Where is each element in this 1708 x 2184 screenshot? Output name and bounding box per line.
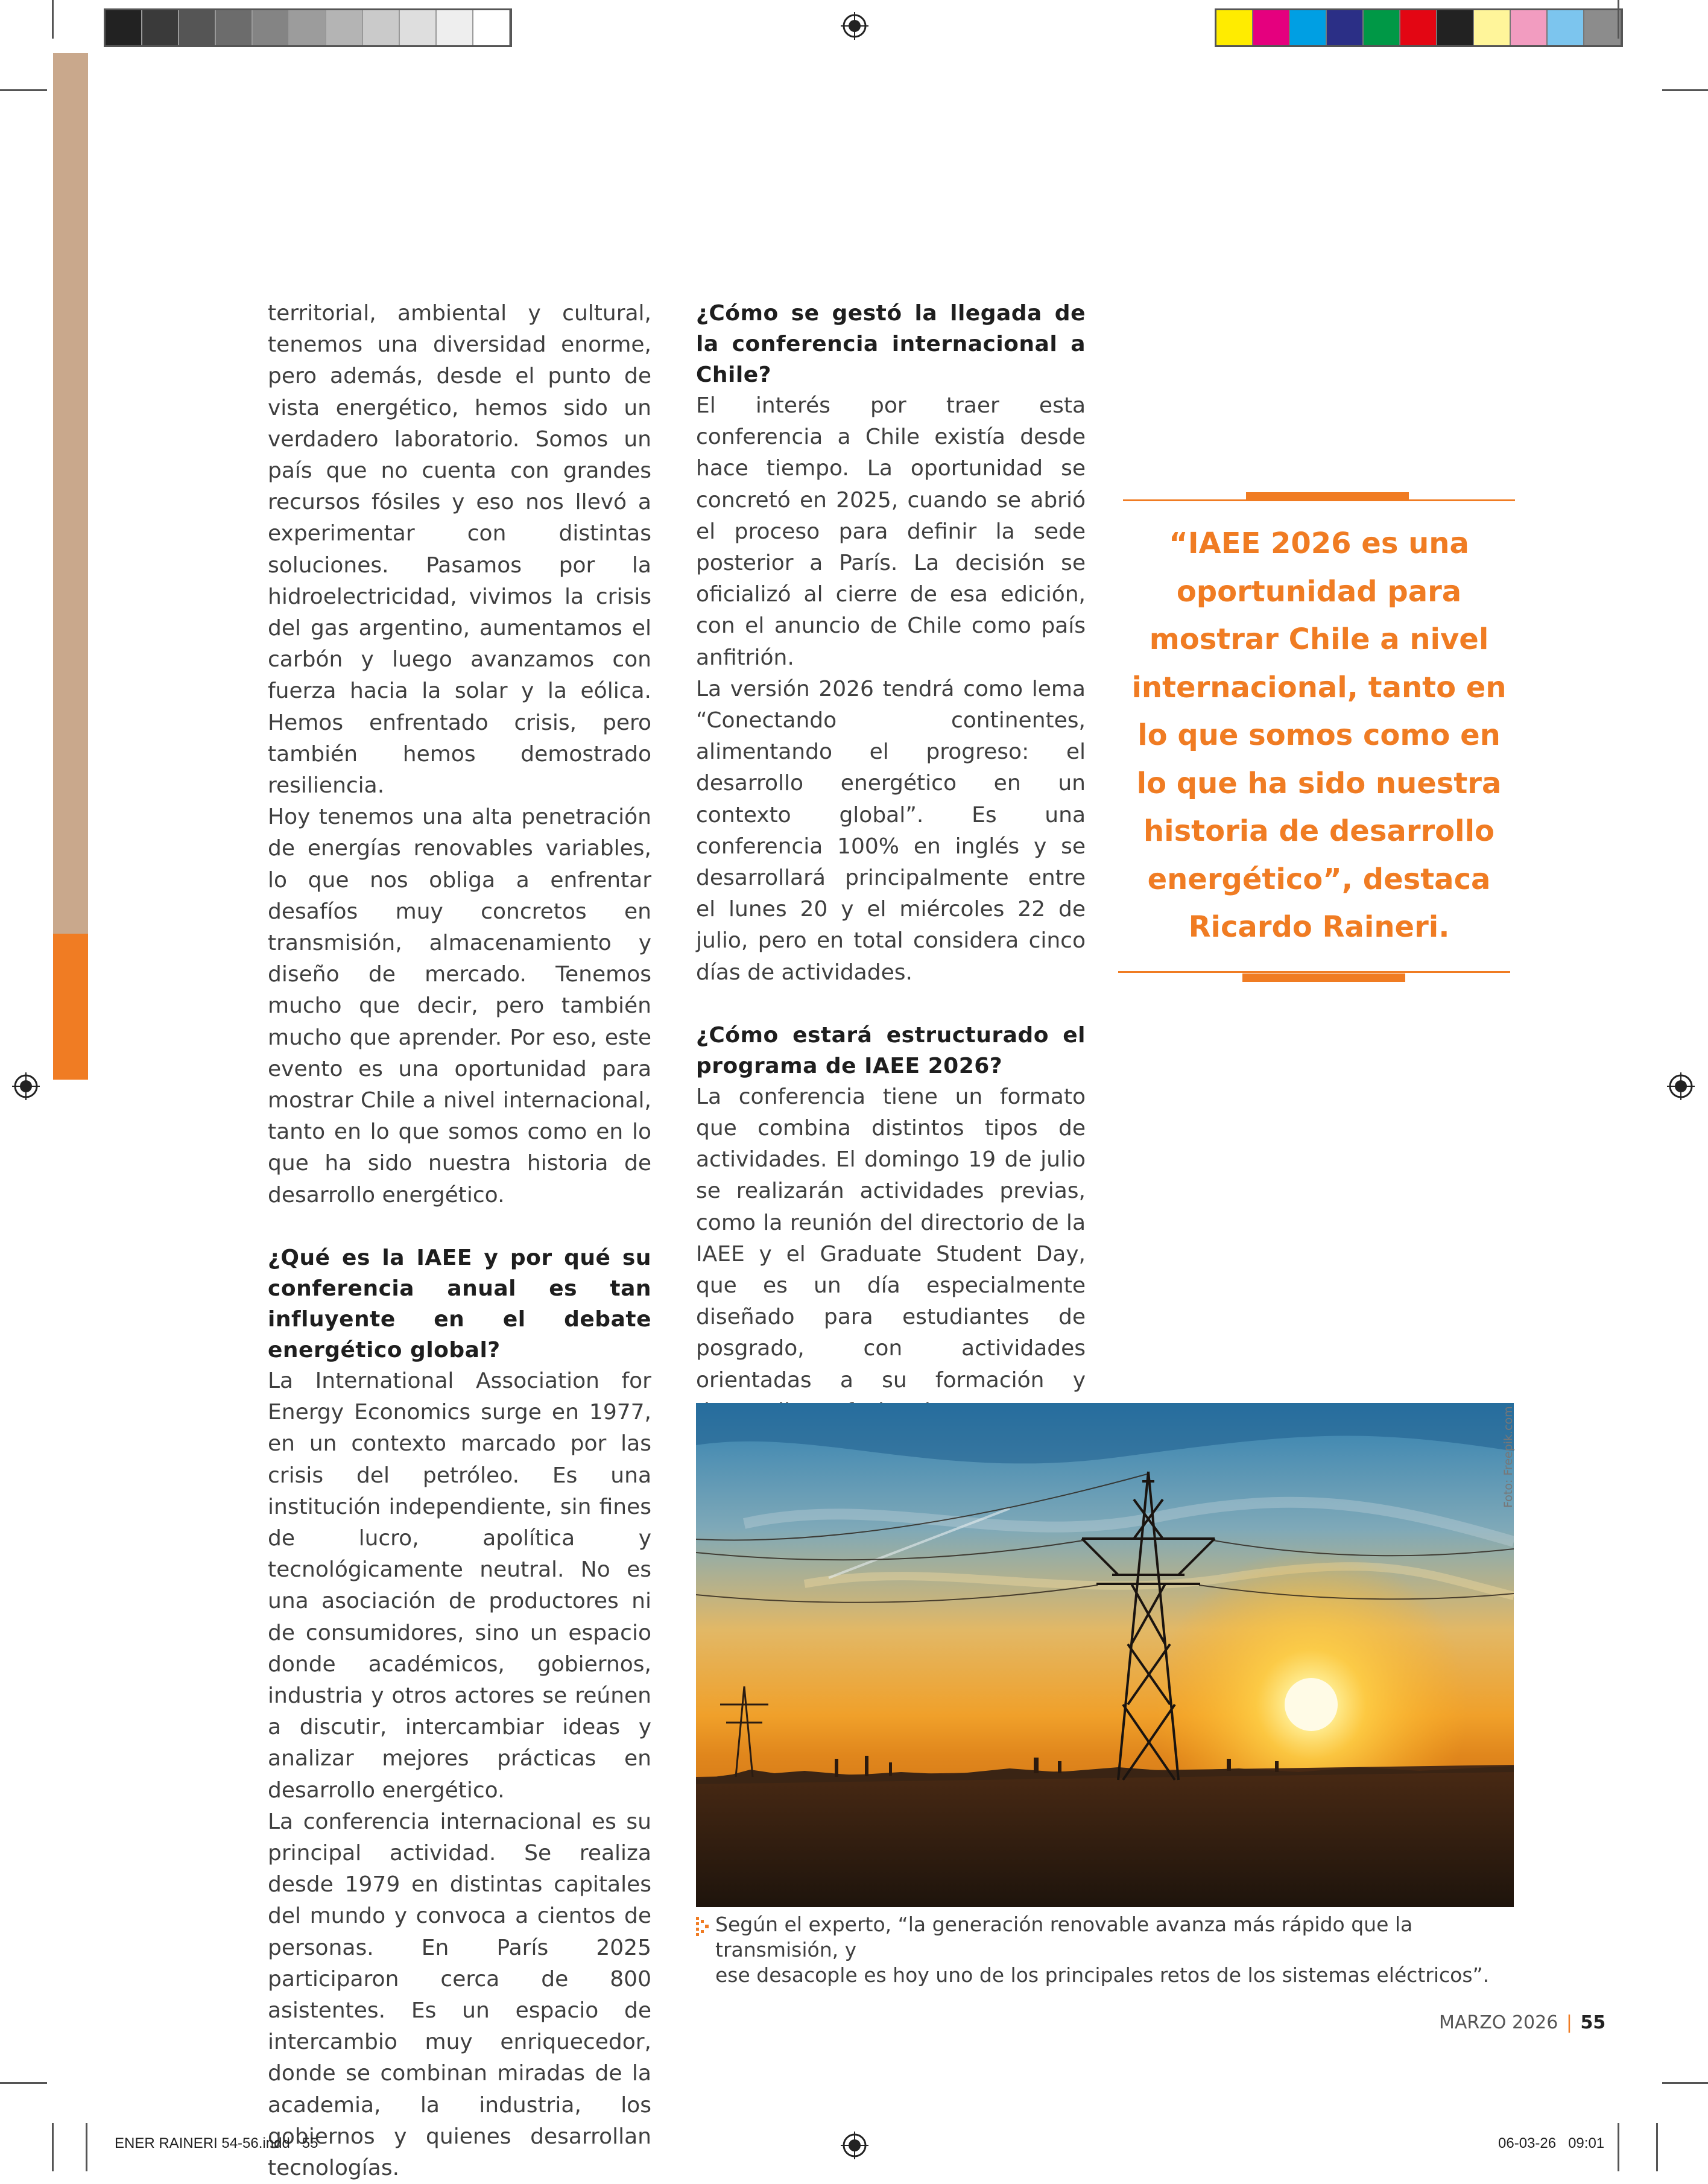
pull-quote-line: lo que somos como en bbox=[1137, 718, 1501, 752]
pull-quote-line: internacional, tanto en bbox=[1131, 670, 1507, 704]
registration-mark-icon bbox=[841, 2132, 868, 2159]
gray-swatch bbox=[253, 10, 289, 45]
gray-swatch bbox=[363, 10, 400, 45]
page-number: 55 bbox=[1580, 2012, 1606, 2033]
section-heading: ¿Cómo estará estructurado el programa de IAEE 2026? bbox=[696, 1022, 1086, 1078]
gray-swatch bbox=[216, 10, 253, 45]
color-swatch bbox=[1400, 10, 1437, 45]
pull-quote bbox=[1123, 495, 1515, 982]
color-swatch bbox=[1584, 10, 1621, 45]
registration-mark-icon bbox=[841, 12, 868, 40]
section-heading: ¿Cómo se gestó la llegada de la conferencia internacional a Chile? bbox=[696, 301, 1086, 387]
gray-swatch bbox=[326, 10, 363, 45]
side-band-accent bbox=[53, 934, 88, 1080]
indesign-slug-file: ENER RAINERI 54-56.indd 55 bbox=[115, 2135, 318, 2151]
body-paragraph: territorial, ambiental y cultural, tenemos una diversidad enorme, pero además, desde el punto de vista energético, hemos sido un verdadero laboratorio. Somos un país que no cuenta con grandes recursos fósiles y eso nos llevó a experimentar con distintas soluciones. Pasamos por la hidroelectricidad, vivimos la crisis del gas argentino, aumentamos el carbón y luego avanzamos con fuerza hacia la solar y la eólica. Hemos enfrentado crisis, pero también hemos demostrado resiliencia. bbox=[268, 301, 651, 799]
section-heading: ¿Qué es la IAEE y por qué su conferencia anual es tan influyente en el debate energético global? bbox=[268, 1245, 651, 1363]
pull-quote-line: oportunidad para bbox=[1176, 574, 1462, 609]
color-swatch bbox=[1290, 10, 1327, 45]
pull-quote-line: energético”, destaca bbox=[1147, 862, 1491, 896]
pull-quote-line: mostrar Chile a nivel bbox=[1149, 622, 1489, 656]
pull-quote-line: lo que ha sido nuestra bbox=[1136, 766, 1502, 800]
photo-caption bbox=[715, 1912, 1523, 1988]
crop-mark bbox=[86, 2123, 87, 2171]
body-paragraph: La conferencia tiene un formato que combina distintos tipos de actividades. El domingo 19 de julio se realizarán actividades previas, como la reunión del directorio de la IAEE y el Graduate Student Day, que es un día especialmente diseñado para estudiantes de posgrado, con actividades orientadas a su formación y bbox=[696, 1084, 1086, 1393]
gray-swatch bbox=[106, 10, 142, 45]
quote-rule bbox=[1118, 971, 1510, 973]
page-folio bbox=[1439, 2012, 1605, 2033]
arrow-bullet-icon bbox=[696, 1917, 710, 1936]
gray-swatch bbox=[142, 10, 179, 45]
registration-mark-icon bbox=[1667, 1072, 1695, 1100]
crop-mark bbox=[1656, 2123, 1658, 2171]
crop-mark bbox=[0, 89, 47, 91]
color-swatch bbox=[1364, 10, 1400, 45]
body-paragraph: La conferencia internacional es su principal actividad. Se realiza desde 1979 en distintas capitales del mundo y convoca a cientos de personas. En París 2025 participaron cerca de 800 asistentes. Es un espacio de intercambio muy enriquecedor, donde se combinan miradas de la academia, la industria, los gobiernos y quienes desarrollan tecnologías. bbox=[268, 1809, 651, 2180]
crop-mark bbox=[1662, 89, 1708, 91]
color-swatch bbox=[1474, 10, 1511, 45]
color-swatch bbox=[1253, 10, 1290, 45]
crop-mark bbox=[1662, 2082, 1708, 2084]
issue-date: MARZO 2026 bbox=[1439, 2012, 1558, 2033]
pull-quote-line: historia de desarrollo bbox=[1143, 814, 1495, 848]
color-swatch bbox=[1511, 10, 1548, 45]
photo-power-tower-sunset bbox=[696, 1403, 1514, 1907]
body-paragraph: Hoy tenemos una alta penetración de energías renovables variables, lo que nos obliga a enfrentar desafíos muy concretos en transmisión, almacenamiento y diseño de mercado. Tenemos mucho que decir, pero también mucho que aprender. Por eso, este evento es una oportunidad para mostrar Chile a nivel internacional, tanto en lo que somos como en lo que ha sido nuestra historia de desarrollo energético. bbox=[268, 805, 651, 1208]
color-swatch bbox=[1437, 10, 1474, 45]
body-paragraph: El interés por traer esta conferencia a Chile existía desde hace tiempo. La oportunidad se concretó en 2025, cuando se abrió el proceso para definir la sede posterior a París. La decisión se oficializó al cierre de esa edición, con el anuncio de Chile como país anfitrión. bbox=[696, 393, 1086, 670]
grayscale-calibration-bar bbox=[104, 8, 512, 47]
article-column-left bbox=[268, 298, 651, 2184]
gray-swatch bbox=[179, 10, 216, 45]
crop-mark bbox=[1618, 2123, 1619, 2171]
gray-swatch bbox=[437, 10, 473, 45]
caption-line: Según el experto, “la generación renovable avanza más rápido que la transmisión, y bbox=[715, 1913, 1413, 1961]
pull-quote-text bbox=[1123, 520, 1515, 952]
gray-swatch bbox=[473, 10, 510, 45]
crop-mark bbox=[0, 2082, 47, 2084]
article-column-right bbox=[696, 298, 1086, 1491]
folio-separator: | bbox=[1566, 2012, 1572, 2033]
gray-swatch bbox=[289, 10, 326, 45]
color-swatch bbox=[1216, 10, 1253, 45]
side-band bbox=[53, 53, 88, 934]
crop-mark bbox=[52, 2123, 54, 2171]
body-paragraph: La versión 2026 tendrá como lema “Conectando continentes, alimentando el progreso: el desarrollo energético en un contexto global”. Es una conferencia 100% en inglés y se desarrollará principalmente entre el lunes 20 y el miércoles 22 de julio, pero en total considera cinco días de actividades. bbox=[696, 676, 1086, 985]
color-calibration-bar bbox=[1215, 8, 1623, 47]
crop-mark bbox=[1618, 0, 1619, 39]
pull-quote-line: “IAEE 2026 es una bbox=[1169, 527, 1469, 560]
quote-rule bbox=[1123, 499, 1515, 501]
color-swatch bbox=[1548, 10, 1584, 45]
crop-mark bbox=[52, 0, 54, 39]
body-paragraph: La International Association for Energy Economics surge en 1977, en un contexto marcado por las crisis del petróleo. Es una institución independiente, sin fines de lucro, apolítica y tecnológicamente neutral. No es una asociación de productores ni de consumidores, sino un espacio donde académicos, gobiernos, industria y otros actores se reúnen a discutir, intercambiar ideas y analizar mejores prácticas en desarrollo energético. bbox=[268, 1368, 651, 1803]
registration-mark-icon bbox=[12, 1072, 40, 1100]
caption-line: ese desacople es hoy uno de los principales retos de los sistemas eléctricos”. bbox=[715, 1963, 1490, 1987]
indesign-slug-timestamp: 06-03-26 09:01 bbox=[1498, 2135, 1605, 2151]
gray-swatch bbox=[400, 10, 437, 45]
photo-credit: Foto: Freepik.com bbox=[1502, 1406, 1515, 1508]
quote-rule-accent bbox=[1242, 973, 1405, 982]
color-swatch bbox=[1327, 10, 1364, 45]
pull-quote-line: Ricardo Raineri. bbox=[1188, 910, 1450, 944]
